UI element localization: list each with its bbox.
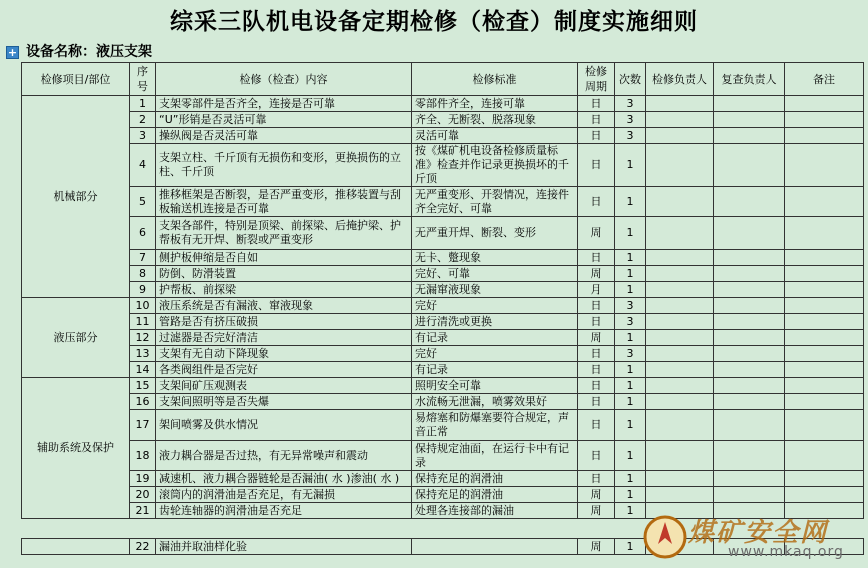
row-responsible — [646, 250, 714, 266]
row-standard: 易熔塞和防爆塞要符合规定，声音正常 — [412, 410, 578, 441]
row-period: 日 — [578, 346, 615, 362]
row-no: 17 — [130, 410, 156, 441]
row-content: 管路是否有挤压破损 — [156, 314, 412, 330]
row-responsible — [646, 266, 714, 282]
row-times: 1 — [615, 330, 646, 346]
row-no: 9 — [130, 282, 156, 298]
row-responsible — [646, 144, 714, 187]
row-period: 周 — [578, 503, 615, 519]
row-content: 滚筒内的润滑油是否充足，有无漏损 — [156, 487, 412, 503]
row-responsible — [646, 112, 714, 128]
row-standard: 有记录 — [412, 362, 578, 378]
row-times: 1 — [615, 282, 646, 298]
row-period: 日 — [578, 378, 615, 394]
row-content: 液力耦合器是否过热，有无异常噪声和震动 — [156, 441, 412, 471]
row-times: 1 — [615, 503, 646, 519]
row-times: 1 — [615, 487, 646, 503]
row-remark — [785, 314, 864, 330]
row-period: 周 — [578, 330, 615, 346]
expand-icon[interactable]: + — [7, 46, 18, 59]
row-times: 3 — [615, 298, 646, 314]
row-no: 12 — [130, 330, 156, 346]
row-standard: 无严重开焊、断裂、变形 — [412, 217, 578, 250]
row-remark — [785, 487, 864, 503]
inspection-table — [21, 62, 864, 519]
row-review — [714, 410, 785, 441]
row-remark — [785, 282, 864, 298]
row-responsible — [646, 96, 714, 112]
row-responsible — [646, 314, 714, 330]
page-title: 综采三队机电设备定期检修（检查）制度实施细则 — [170, 8, 698, 35]
logo-icon — [642, 514, 688, 560]
header-part: 检修项目/部位 — [22, 63, 130, 96]
row-review — [714, 441, 785, 471]
row-no: 22 — [130, 539, 156, 555]
table-row — [22, 362, 864, 378]
watermark-url: www.mkaq.org — [728, 544, 844, 560]
row-standard: 保持充足的润滑油 — [412, 471, 578, 487]
row-times: 1 — [615, 144, 646, 187]
row-content: 支架零部件是否齐全，连接是否可靠 — [156, 96, 412, 112]
row-times: 1 — [615, 539, 646, 555]
row-review — [714, 250, 785, 266]
group-label: 辅助系统及保护 — [22, 378, 130, 519]
row-review — [714, 128, 785, 144]
row-review — [714, 314, 785, 330]
row-remark — [785, 378, 864, 394]
row-remark — [785, 394, 864, 410]
row-review — [714, 266, 785, 282]
header-period: 检修周期 — [578, 63, 615, 96]
row-period: 周 — [578, 539, 615, 555]
row-content: 护帮板、前探梁 — [156, 282, 412, 298]
row-no: 13 — [130, 346, 156, 362]
row-no: 3 — [130, 128, 156, 144]
row-standard: 无漏窜液现象 — [412, 282, 578, 298]
row-content: 漏油并取油样化验 — [156, 539, 412, 555]
row-standard: 照明安全可靠 — [412, 378, 578, 394]
row-times: 1 — [615, 187, 646, 217]
row-standard: 完好 — [412, 346, 578, 362]
row-content: 齿轮连轴器的润滑油是否充足 — [156, 503, 412, 519]
row-remark — [785, 217, 864, 250]
row-remark — [785, 362, 864, 378]
row-no: 6 — [130, 217, 156, 250]
row-remark — [785, 298, 864, 314]
row-remark — [785, 346, 864, 362]
row-review — [714, 144, 785, 187]
row-times: 1 — [615, 441, 646, 471]
row-times: 3 — [615, 112, 646, 128]
row-no: 18 — [130, 441, 156, 471]
row-standard: 齐全、无断裂、脱落现象 — [412, 112, 578, 128]
row-period: 日 — [578, 394, 615, 410]
row-no: 15 — [130, 378, 156, 394]
row-review — [714, 217, 785, 250]
row-period: 周 — [578, 487, 615, 503]
row-no: 20 — [130, 487, 156, 503]
row-remark — [785, 441, 864, 471]
row-responsible — [646, 378, 714, 394]
table-row — [22, 487, 864, 503]
row-period: 日 — [578, 187, 615, 217]
row-content: 防倒、防滑装置 — [156, 266, 412, 282]
row-responsible — [646, 410, 714, 441]
table-row — [22, 266, 864, 282]
table-row — [22, 410, 864, 441]
table-row — [22, 112, 864, 128]
row-responsible — [646, 441, 714, 471]
header-remark: 备注 — [785, 63, 864, 96]
row-content: 各类阀组件是否完好 — [156, 362, 412, 378]
row-content: 操纵阀是否灵活可靠 — [156, 128, 412, 144]
row-no: 11 — [130, 314, 156, 330]
row-no: 19 — [130, 471, 156, 487]
row-period: 日 — [578, 144, 615, 187]
row-period: 日 — [578, 128, 615, 144]
row-review — [714, 362, 785, 378]
row-no: 21 — [130, 503, 156, 519]
row-standard: 进行清洗或更换 — [412, 314, 578, 330]
table-header-row — [22, 63, 864, 96]
table-row — [22, 144, 864, 187]
row-content: 过滤器是否完好清洁 — [156, 330, 412, 346]
row-responsible — [646, 217, 714, 250]
row-no: 2 — [130, 112, 156, 128]
row-times: 1 — [615, 378, 646, 394]
equipment-name: 设备名称：液压支架 — [26, 44, 152, 60]
table-row — [22, 128, 864, 144]
row-remark — [785, 410, 864, 441]
row-responsible — [646, 128, 714, 144]
row-times: 1 — [615, 266, 646, 282]
header-responsible: 检修负责人 — [646, 63, 714, 96]
row-content: 架间喷雾及供水情况 — [156, 410, 412, 441]
header-standard: 检修标准 — [412, 63, 578, 96]
row-standard: 保持充足的润滑油 — [412, 487, 578, 503]
row-responsible — [646, 471, 714, 487]
site-watermark — [640, 510, 862, 566]
header-review: 复查负责人 — [714, 63, 785, 96]
row-times: 3 — [615, 128, 646, 144]
row-times: 1 — [615, 394, 646, 410]
row-standard: 无卡、蹩现象 — [412, 250, 578, 266]
table-row — [22, 96, 864, 112]
row-times: 1 — [615, 217, 646, 250]
row-remark — [785, 187, 864, 217]
row-standard: 无严重变形、开裂情况，连接件齐全完好、可靠 — [412, 187, 578, 217]
row-standard: 零部件齐全，连接可靠 — [412, 96, 578, 112]
table-row — [22, 298, 864, 314]
row-period: 周 — [578, 266, 615, 282]
table-row — [22, 378, 864, 394]
row-content: 支架间照明等是否失爆 — [156, 394, 412, 410]
row-responsible — [646, 487, 714, 503]
table-row — [22, 314, 864, 330]
row-responsible — [646, 330, 714, 346]
row-review — [714, 378, 785, 394]
row-period: 日 — [578, 441, 615, 471]
group-label: 液压部分 — [22, 298, 130, 378]
row-review — [714, 112, 785, 128]
row-content: 支架立柱、千斤顶有无损伤和变形，更换损伤的立柱、千斤顶 — [156, 144, 412, 187]
row-remark — [785, 266, 864, 282]
row-period: 日 — [578, 96, 615, 112]
row-period: 月 — [578, 282, 615, 298]
row-content: 支架有无自动下降现象 — [156, 346, 412, 362]
row-no: 1 — [130, 96, 156, 112]
row-no: 14 — [130, 362, 156, 378]
row-content: 液压系统是否有漏液、窜液现象 — [156, 298, 412, 314]
row-no: 16 — [130, 394, 156, 410]
row-remark — [785, 128, 864, 144]
row-review — [714, 394, 785, 410]
row-content: “U”形销是否灵活可靠 — [156, 112, 412, 128]
row-times: 1 — [615, 471, 646, 487]
row-responsible — [646, 346, 714, 362]
header-times: 次数 — [615, 63, 646, 96]
row-standard: 完好、可靠 — [412, 266, 578, 282]
row-no: 4 — [130, 144, 156, 187]
row-responsible — [646, 282, 714, 298]
row-responsible — [646, 394, 714, 410]
table-row — [22, 187, 864, 217]
row-standard: 灵活可靠 — [412, 128, 578, 144]
watermark-text: 煤矿安全网 — [688, 518, 829, 548]
row-no: 10 — [130, 298, 156, 314]
table-row — [22, 471, 864, 487]
row-no: 7 — [130, 250, 156, 266]
row-times: 3 — [615, 96, 646, 112]
group-label: 机械部分 — [22, 96, 130, 298]
row-no: 5 — [130, 187, 156, 217]
row-standard: 保持规定油面，在运行卡中有记录 — [412, 441, 578, 471]
row-period: 日 — [578, 298, 615, 314]
table-row — [22, 330, 864, 346]
row-content: 减速机、液力耦合器链轮是否漏油( 水 )渗油( 水 ) — [156, 471, 412, 487]
row-review — [714, 471, 785, 487]
row-responsible — [646, 362, 714, 378]
row-review — [714, 282, 785, 298]
row-content: 推移框架是否断裂，是否严重变形，推移装置与刮板输送机连接是否可靠 — [156, 187, 412, 217]
row-remark — [785, 471, 864, 487]
header-no: 序号 — [130, 63, 156, 96]
row-period: 日 — [578, 471, 615, 487]
row-standard: 完好 — [412, 298, 578, 314]
row-standard: 处理各连接部的漏油 — [412, 503, 578, 519]
row-standard: 有记录 — [412, 330, 578, 346]
row-period: 日 — [578, 250, 615, 266]
row-review — [714, 346, 785, 362]
row-times: 3 — [615, 346, 646, 362]
table-row — [22, 217, 864, 250]
row-content: 支架间矿压观测表 — [156, 378, 412, 394]
row-period: 日 — [578, 314, 615, 330]
row-period: 日 — [578, 362, 615, 378]
row-no: 8 — [130, 266, 156, 282]
row-standard: 按《煤矿机电设备检修质量标准》检查并作记录更换损坏的千斤顶 — [412, 144, 578, 187]
table-row — [22, 250, 864, 266]
row-review — [714, 330, 785, 346]
row-remark — [785, 96, 864, 112]
row-times: 1 — [615, 410, 646, 441]
row-remark — [785, 112, 864, 128]
table-row — [22, 441, 864, 471]
row-review — [714, 487, 785, 503]
table-row — [22, 346, 864, 362]
row-responsible — [646, 187, 714, 217]
row-remark — [785, 330, 864, 346]
row-responsible — [646, 298, 714, 314]
row-standard: 水流畅无泄漏，喷雾效果好 — [412, 394, 578, 410]
table-row — [22, 394, 864, 410]
row-times: 1 — [615, 362, 646, 378]
row-review — [714, 187, 785, 217]
row-period: 周 — [578, 217, 615, 250]
table-row — [22, 282, 864, 298]
row-review — [714, 96, 785, 112]
header-content: 检修（检查）内容 — [156, 63, 412, 96]
row-times: 1 — [615, 250, 646, 266]
row-content: 支架各部件，特别是顶梁、前探梁、后掩护梁、护帮板有无开焊、断裂或严重变形 — [156, 217, 412, 250]
row-period: 日 — [578, 410, 615, 441]
row-content: 侧护板伸缩是否自如 — [156, 250, 412, 266]
row-times: 3 — [615, 314, 646, 330]
row-remark — [785, 144, 864, 187]
row-remark — [785, 250, 864, 266]
row-standard — [412, 539, 578, 555]
row-period: 日 — [578, 112, 615, 128]
row-review — [714, 298, 785, 314]
